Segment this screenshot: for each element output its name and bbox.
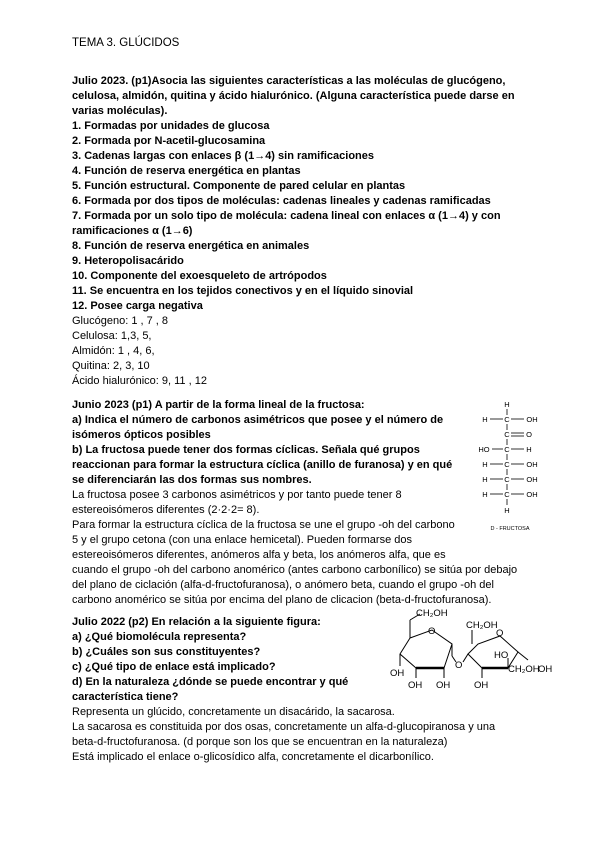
sucrose-structure-diagram bbox=[368, 606, 558, 698]
q1-answer: Almidón: 1 , 4, 6, bbox=[72, 345, 155, 357]
q2-answer-line: estereoisómeros diferentes, anómeros alfa y beta, los anómeros alfa, que es bbox=[72, 549, 446, 561]
fischer-label: C bbox=[504, 475, 510, 484]
q2-answer-line: carbono anomérico se sitúa por encima del plano de clicacion (beta-d-fructofuranosa). bbox=[72, 594, 492, 606]
q1-item: ramificaciones α (1→6) bbox=[72, 225, 193, 237]
fischer-label: H bbox=[482, 415, 488, 424]
q1-item: 9. Heteropolisacárido bbox=[72, 255, 184, 267]
sucrose-label-oh: OH bbox=[390, 668, 405, 679]
q3-answer-line: La sacarosa es constituida por dos osas, concretamente un alfa-d-glucopiranosa y una bbox=[72, 721, 496, 733]
fischer-label: HO bbox=[478, 445, 490, 454]
sucrose-label-ring-o: O bbox=[496, 628, 504, 639]
fischer-label: OH bbox=[526, 475, 538, 484]
q3-heading-line: Julio 2022 (p2) En relación a la siguiente figura: bbox=[72, 616, 321, 628]
q1-item: 2. Formada por N-acetil-glucosamina bbox=[72, 135, 266, 147]
q1-item: 6. Formada por dos tipos de moléculas: cadenas lineales y cadenas ramificadas bbox=[72, 195, 491, 207]
fischer-label: OH bbox=[526, 490, 538, 499]
fischer-caption: D - FRUCTOSA bbox=[490, 526, 530, 532]
fischer-label: C bbox=[504, 445, 510, 454]
q1-answer: Ácido hialurónico: 9, 11 , 12 bbox=[72, 375, 207, 387]
sucrose-label-ch2oh: CH₂OH bbox=[508, 664, 540, 675]
q2-heading-line: se diferenciarán las dos formas sus nombres. bbox=[72, 474, 312, 486]
q2-heading-line: a) Indica el número de carbonos asimétricos que posee y el número de bbox=[72, 414, 444, 426]
q1-item: 5. Función estructural. Componente de pared celular en plantas bbox=[72, 180, 406, 192]
q3-heading-line: b) ¿Cuáles son sus constituyentes? bbox=[72, 646, 261, 658]
fischer-label: C bbox=[504, 415, 510, 424]
q2-heading-line: Junio 2023 (p1) A partir de la forma lineal de la fructosa: bbox=[72, 399, 365, 411]
fischer-label: C bbox=[504, 430, 510, 439]
q1-answer: Quitina: 2, 3, 10 bbox=[72, 360, 150, 372]
fischer-label: C bbox=[504, 460, 510, 469]
fischer-label: O bbox=[526, 430, 532, 439]
fischer-label: C bbox=[504, 490, 510, 499]
q2-answer-line: cuando el grupo -oh del carbono anomérico (antes carbono carbonílico) se sitúa por debajo bbox=[72, 564, 518, 576]
q1-answer: Celulosa: 1,3, 5, bbox=[72, 330, 152, 342]
q2-answer-line: del plano de ciclación (alfa-d-fructofuranosa), o anómero beta, cuando el grupo -oh del bbox=[72, 579, 494, 591]
fischer-label: OH bbox=[526, 460, 538, 469]
q3-heading-line: a) ¿Qué biomolécula representa? bbox=[72, 631, 247, 643]
q1-item: 7. Formada por un solo tipo de molécula: cadena lineal con enlaces α (1→4) y con bbox=[72, 210, 501, 222]
q2-heading-line: b) La fructosa puede tener dos formas cíclicas. Señala qué grupos bbox=[72, 444, 420, 456]
sucrose-label-bridge-o: O bbox=[455, 660, 463, 671]
sucrose-label-ring-o: O bbox=[428, 626, 436, 637]
sucrose-label-oh: OH bbox=[408, 680, 423, 691]
q2-answer-line: 5 y el grupo cetona (con una enlace hemicetal). Pueden formarse dos bbox=[72, 534, 412, 546]
fischer-label: H bbox=[526, 445, 532, 454]
q3-heading-line: d) En la naturaleza ¿dónde se puede encontrar y qué bbox=[72, 676, 349, 688]
sucrose-label-ch2oh: CH₂OH bbox=[466, 620, 498, 631]
fischer-label: H bbox=[482, 460, 488, 469]
q1-item: 11. Se encuentra en los tejidos conectivos y en el líquido sinovial bbox=[72, 285, 414, 297]
q1-item: 3. Cadenas largas con enlaces β (1→4) sin ramificaciones bbox=[72, 150, 375, 162]
q3-heading-line: c) ¿Qué tipo de enlace está implicado? bbox=[72, 661, 276, 673]
fischer-label: OH bbox=[526, 415, 538, 424]
q2-answer-line: Para formar la estructura cíclica de la fructosa se une el grupo -oh del carbono bbox=[72, 519, 455, 531]
fructose-fischer-diagram bbox=[472, 398, 542, 538]
fischer-label: H bbox=[504, 400, 510, 409]
sucrose-label-ch2oh: CH₂OH bbox=[416, 608, 448, 619]
document-title: TEMA 3. GLÚCIDOS bbox=[72, 37, 180, 49]
q2-answer-line: estereoisómeros diferentes (2·2·2= 8). bbox=[72, 504, 260, 516]
fischer-label: H bbox=[482, 475, 488, 484]
q1-item: 1. Formadas por unidades de glucosa bbox=[72, 120, 270, 132]
q1-item: 10. Componente del exoesqueleto de artrópodos bbox=[72, 270, 327, 282]
q2-answer-line: La fructosa posee 3 carbonos asimétricos y por tanto puede tener 8 bbox=[72, 489, 402, 501]
fischer-label: H bbox=[482, 490, 488, 499]
q1-item: 12. Posee carga negativa bbox=[72, 300, 203, 312]
q3-answer-line: Representa un glúcido, concretamente un disacárido, la sacarosa. bbox=[72, 706, 395, 718]
q3-answer-line: Está implicado el enlace o-glicosídico alfa, concretamente el dicarbonílico. bbox=[72, 751, 434, 763]
q1-heading-line-1: Julio 2023. (p1)Asocia las siguientes características a las moléculas de glucógeno, bbox=[72, 75, 506, 87]
q1-heading-line-3: varias moléculas). bbox=[72, 105, 168, 117]
q1-item: 8. Función de reserva energética en animales bbox=[72, 240, 310, 252]
q2-heading-line: isómeros ópticos posibles bbox=[72, 429, 211, 441]
sucrose-label-oh: OH bbox=[436, 680, 451, 691]
fischer-label: H bbox=[504, 506, 510, 515]
sucrose-label-ho: HO bbox=[494, 650, 509, 661]
q1-item: 4. Función de reserva energética en plantas bbox=[72, 165, 301, 177]
q3-answer-line: beta-d-fructofuranosa. (d porque son los que se encuentran en la naturaleza) bbox=[72, 736, 448, 748]
q3-heading-line: característica tiene? bbox=[72, 691, 179, 703]
sucrose-label-oh: OH bbox=[474, 680, 489, 691]
q1-answer: Glucógeno: 1 , 7 , 8 bbox=[72, 315, 169, 327]
q2-heading-line: reaccionan para formar la estructura cíclica (anillo de furanosa) y en qué bbox=[72, 459, 453, 471]
sucrose-label-oh: OH bbox=[538, 664, 553, 675]
q1-heading-line-2: celulosa, almidón, quitina y ácido hialurónico. (Alguna característica puede darse en bbox=[72, 90, 515, 102]
